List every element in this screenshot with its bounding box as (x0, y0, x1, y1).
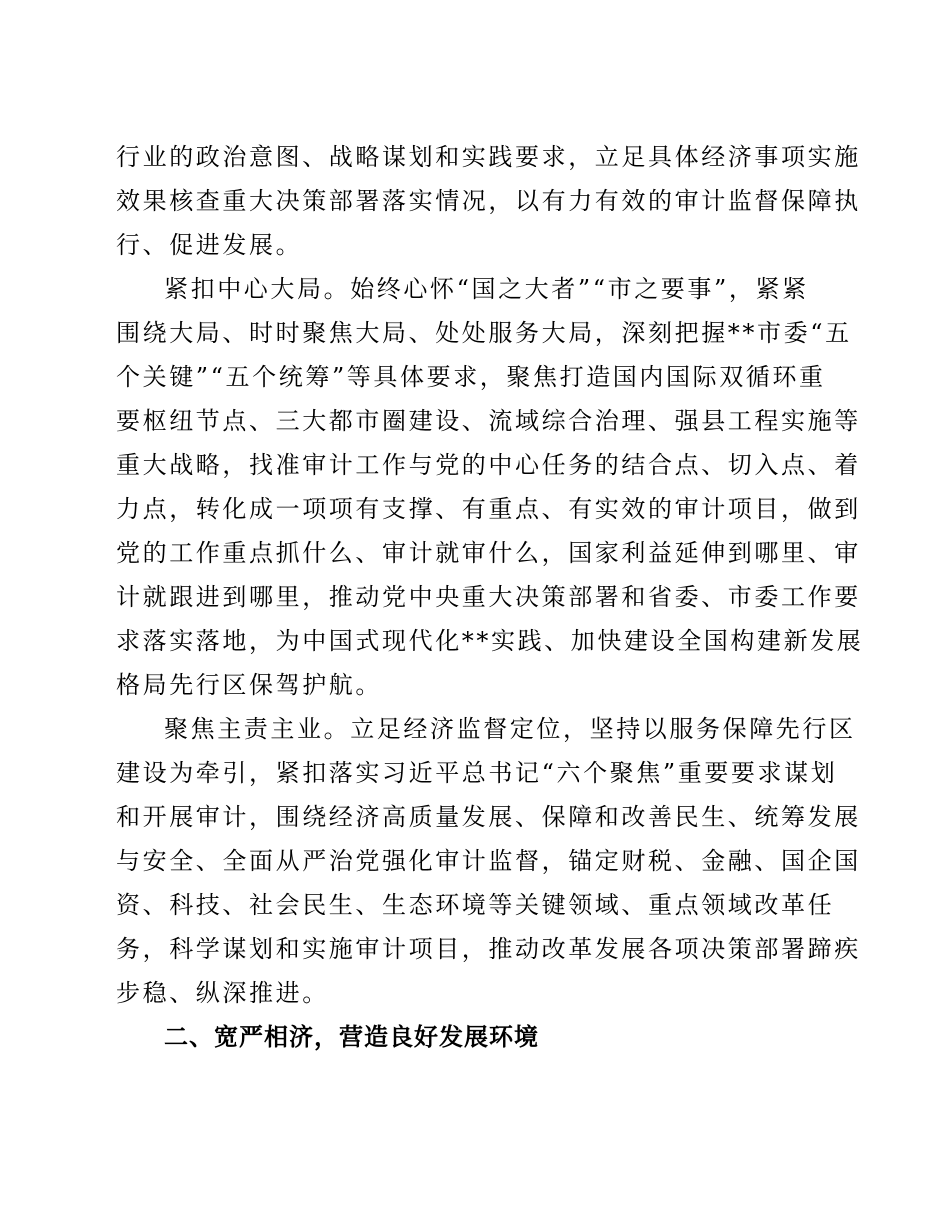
body-text-line: 务，科学谋划和实施审计项目，推动改革发展各项决策部署蹄疾 (116, 935, 861, 963)
body-text-line: 建设为牵引，紧扣落实习近平总书记“六个聚焦”重要要求谋划 (116, 759, 838, 787)
body-text-line: 格局先行区保驾护航。 (116, 671, 382, 699)
body-text-line: 求落实落地，为中国式现代化**实践、加快建设全国构建新发展 (116, 627, 864, 655)
body-text-line: 步稳、纵深推进。 (116, 979, 329, 1007)
body-text-line: 资、科技、社会民生、生态环境等关键领域、重点领域改革任 (116, 891, 835, 919)
section-heading: 二、宽严相济，营造良好发展环境 (164, 1023, 539, 1051)
body-text-line: 个关键”“五个统筹”等具体要求，聚焦打造国内国际双循环重 (116, 363, 826, 391)
body-text-line: 围绕大局、时时聚焦大局、处处服务大局，深刻把握**市委“五 (116, 319, 852, 347)
paragraph-first-line: 紧扣中心大局。始终心怀“国之大者”“市之要事”，紧紧 (164, 275, 809, 303)
body-text-line: 党的工作重点抓什么、审计就审什么，国家利益延伸到哪里、审 (116, 539, 861, 567)
body-text-line: 要枢纽节点、三大都市圈建设、流域综合治理、强县工程实施等 (116, 407, 861, 435)
body-text-line: 行、促进发展。 (116, 231, 303, 259)
body-text-line: 力点，转化成一项项有支撑、有重点、有实效的审计项目，做到 (116, 495, 861, 523)
body-text-line: 计就跟进到哪里，推动党中央重大决策部署和省委、市委工作要 (116, 583, 861, 611)
paragraph-first-line: 聚焦主责主业。立足经济监督定位，坚持以服务保障先行区 (164, 715, 856, 743)
body-text-line: 与安全、全面从严治党强化审计监督，锚定财税、金融、国企国 (116, 847, 861, 875)
body-text-line: 效果核查重大决策部署落实情况，以有力有效的审计监督保障执 (116, 187, 861, 215)
body-text-line: 行业的政治意图、战略谋划和实践要求，立足具体经济事项实施 (116, 143, 861, 171)
body-text-line: 重大战略，找准审计工作与党的中心任务的结合点、切入点、着 (116, 451, 861, 479)
body-text-line: 和开展审计，围绕经济高质量发展、保障和改善民生、统筹发展 (116, 803, 861, 831)
